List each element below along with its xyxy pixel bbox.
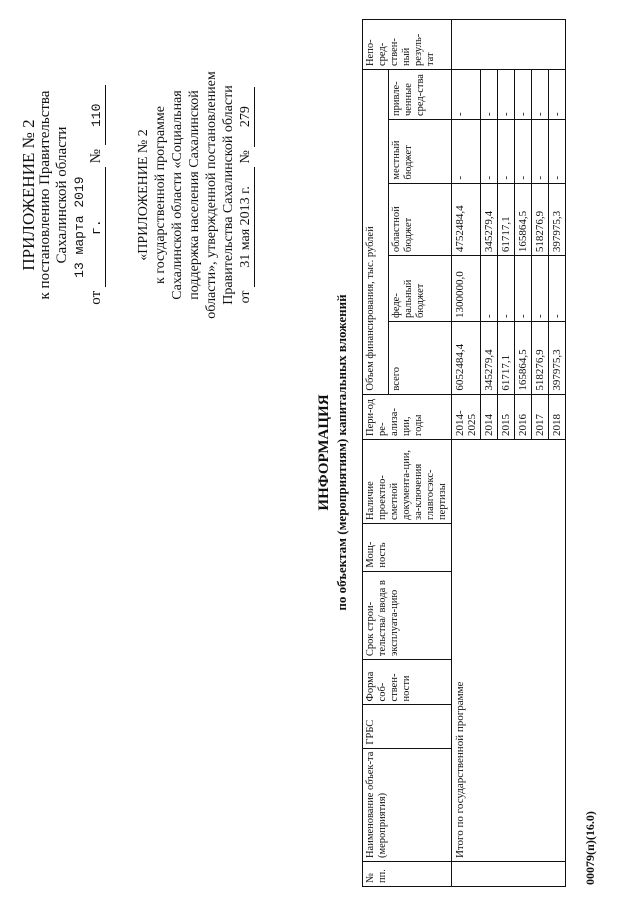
appendix-date: 13 марта 2019 г. (71, 167, 106, 287)
total-cell: 345279,4 (481, 321, 498, 394)
header-term: Срок строи-тельства/ ввода в эксплуата-цию (363, 571, 452, 660)
header-row-1 (363, 20, 389, 887)
header-attracted: привле-ченные сред-ства (389, 70, 452, 120)
header-docs: Наличие проектно-сметной документа-ции, за-ключения главгосэкс-пертизы (363, 439, 452, 523)
orig-line3: Сахалинской области «Социальная (170, 90, 185, 300)
number-label: № (88, 149, 104, 164)
orig-date: 31 мая 2013 г. (237, 167, 255, 287)
appendix-title: ПРИЛОЖЕНИЕ № 2 (19, 119, 38, 271)
header-result: Непо-сред-ствен-ный резуль-тат (363, 20, 452, 70)
appendix-line2: Сахалинской области (54, 126, 70, 264)
regional-cell: 518276,9 (532, 183, 549, 256)
appendix-header (20, 45, 106, 345)
header-num: № пп. (363, 862, 452, 887)
attracted-cell: - (481, 70, 498, 120)
orig-line1: «ПРИЛОЖЕНИЕ № 2 (136, 129, 151, 261)
header-federal: феде-ральный бюджет (389, 256, 452, 322)
local-cell: - (498, 120, 515, 184)
attracted-cell: - (549, 70, 566, 120)
total-cell: 6052484,4 (452, 321, 481, 394)
capital-investment-table (362, 19, 566, 887)
header-name: Наименование объек-та (мероприятия) (363, 748, 452, 861)
period-cell: 2017 (532, 394, 549, 439)
orig-line5: области», утвержденной постановлением (204, 71, 219, 319)
orig-line4: поддержка населения Сахалинской (187, 90, 202, 300)
local-cell: - (515, 120, 532, 184)
regional-cell: 345279,4 (481, 183, 498, 256)
federal-cell: 1300000,0 (452, 256, 481, 322)
title-sub: по объектам (мероприятиям) капитальных вложений (334, 294, 349, 611)
period-cell: 2018 (549, 394, 566, 439)
orig-number: 279 (237, 87, 255, 147)
header-grbs: ГРБС (363, 705, 452, 748)
footer-code: 00079(п)(16.0) (583, 811, 597, 885)
appendix-line1: к постановлению Правительства (37, 90, 53, 300)
header-total: всего (389, 321, 452, 394)
attracted-cell: - (515, 70, 532, 120)
from-label: от (88, 290, 104, 305)
orig-line6: Правительства Сахалинской области (221, 85, 236, 305)
regional-cell: 4752484,4 (452, 183, 481, 256)
orig-line2: к государственной программе (153, 106, 168, 284)
period-cell: 2014-2025 (452, 394, 481, 439)
attracted-cell: - (498, 70, 515, 120)
total-cell: 518276,9 (532, 321, 549, 394)
header-funding: Объем финансирования, тыс. рублей (363, 70, 389, 395)
local-cell: - (452, 120, 481, 184)
header-form: Форма соб-ствен-ности (363, 660, 452, 705)
header-regional: областной бюджет (389, 183, 452, 256)
local-cell: - (481, 120, 498, 184)
local-cell: - (532, 120, 549, 184)
period-cell: 2015 (498, 394, 515, 439)
federal-cell: - (481, 256, 498, 322)
result-cell (452, 20, 566, 70)
regional-cell: 165864,5 (515, 183, 532, 256)
federal-cell: - (532, 256, 549, 322)
federal-cell: - (498, 256, 515, 322)
appendix-number: 110 (88, 85, 106, 145)
appendix-date-line (71, 45, 106, 345)
header-local: местный бюджет (389, 120, 452, 184)
orig-date-line (237, 45, 255, 345)
header-power: Мощ-ность (363, 523, 452, 571)
table-row (452, 20, 481, 887)
orig-from-label: от (238, 290, 253, 304)
regional-cell: 61717,1 (498, 183, 515, 256)
header-period: Пери-од ре-ализа-ции, годы (363, 394, 452, 439)
regional-cell: 397975,3 (549, 183, 566, 256)
total-cell: 165864,5 (515, 321, 532, 394)
original-appendix-header (135, 45, 255, 345)
title-main: ИНФОРМАЦИЯ (316, 394, 332, 511)
federal-cell: - (515, 256, 532, 322)
total-label-cell: Итого по государственной программе (452, 439, 566, 861)
row-num-cell (452, 862, 566, 887)
period-cell: 2016 (515, 394, 532, 439)
orig-number-label: № (238, 150, 253, 164)
attracted-cell: - (532, 70, 549, 120)
document-title (315, 0, 351, 905)
attracted-cell: - (452, 70, 481, 120)
total-cell: 397975,3 (549, 321, 566, 394)
total-cell: 61717,1 (498, 321, 515, 394)
period-cell: 2014 (481, 394, 498, 439)
federal-cell: - (549, 256, 566, 322)
local-cell: - (549, 120, 566, 184)
